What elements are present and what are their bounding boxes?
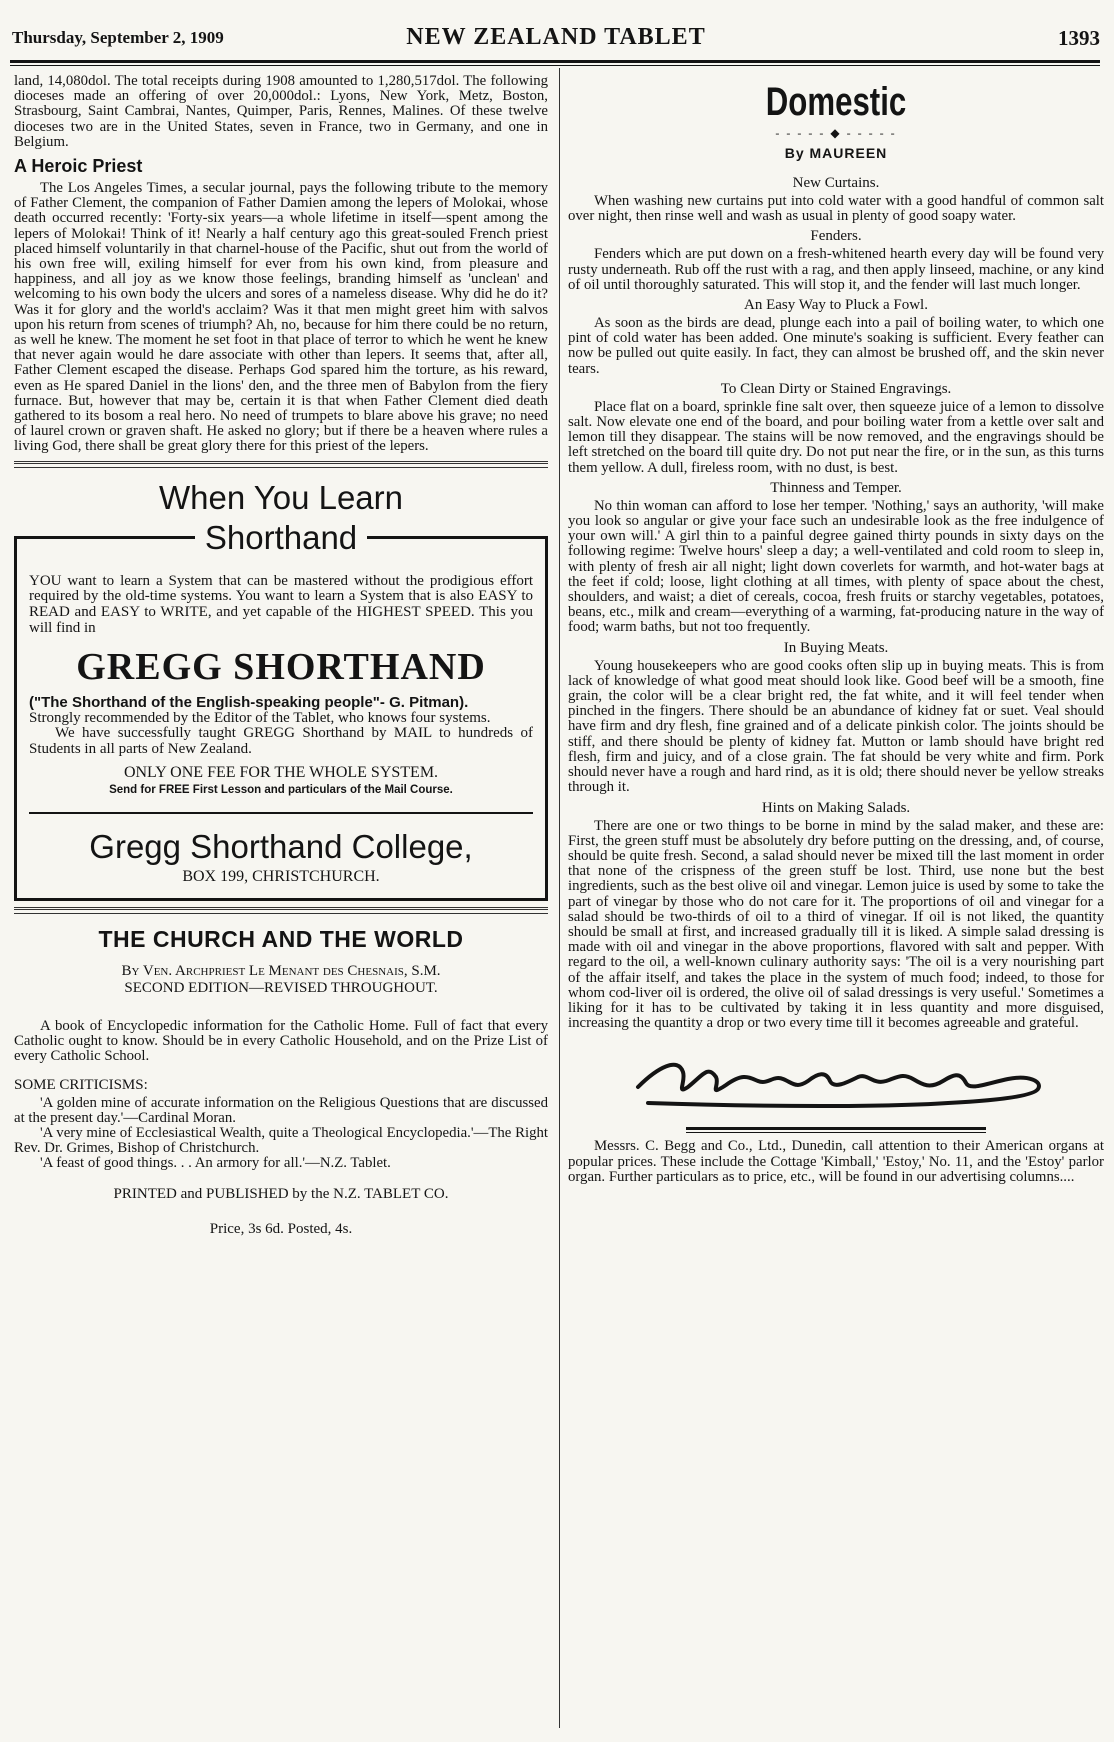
meats-heading: In Buying Meats. (783, 639, 889, 656)
domestic-title: Domestic (765, 80, 907, 124)
criticism-1: 'A golden mine of accurate information on the Religious Questions that are discussed at the present day.'—Cardinal Moran. (14, 1094, 548, 1126)
ad-recommend: Strongly recommended by the Editor of the Tablet, who knows four systems. (29, 709, 491, 726)
church-world-author: By Ven. Archpriest Le Menant des Chesnais, S.M. (121, 963, 441, 980)
church-world-description: A book of Encyclopedic information for the Catholic Home. Full of fact that every Catholic ought to know. Should be in every Catholic Household, and on the Prize List of every Catholic School. (14, 1018, 548, 1065)
header-date: Thursday, September 2, 1909 (12, 28, 224, 47)
heroic-priest-heading: A Heroic Priest (14, 156, 143, 177)
ad-box (14, 536, 548, 901)
section-rule (14, 461, 548, 468)
ad-send: Send for FREE First Lesson and particulars of the Mail Course. (109, 784, 453, 797)
signature-stroke (638, 1065, 1039, 1106)
right-column (568, 74, 1104, 1185)
section-rule-2 (14, 907, 548, 914)
ad-headline-2: Shorthand (204, 518, 358, 556)
ornament-divider-icon: - - - - - ◆ - - - - - (775, 126, 897, 140)
criticisms-heading: SOME CRITICISMS: (14, 1076, 148, 1093)
intro-paragraph: land, 14,080dol. The total receipts during 1908 amounted to 1,280,517dol. The following dioceses made an offering of over 20,000dol.: Lyons, New York, Metz, Boston, Strasbourg, Saint Cambrai, Nantes, Quimper, Paris, Rennes, Malines. Of these twelve dioceses two are in the United States, seven in France, two in Germany, and one in Belgium. (14, 73, 548, 150)
ad-quote: ("The Shorthand of the English-speaking people"- G. Pitman). (29, 693, 469, 711)
ad-fee: ONLY ONE FEE FOR THE WHOLE SYSTEM. (123, 764, 439, 782)
thinness-text: No thin woman can afford to lose her temper. 'Nothing,' says an authority, 'will make you look so angular or give your face such an undesirable look as the free indulgence of your own will.' A girl thin to a painful degree gained thirty pounds in sixty days on the following regime: Twelve hours' sleep a day; a well-ventilated and cold room to sleep in, with plenty of fresh air all night; light down coverlets for warmth, and hot-water bags at the feet if cold; loose, light clothing at all times, with plenty of space about the chest, shoulders, and waist; a diet of cereals, cocoa, fresh fruits or starchy vegetables, potatoes, beans, etc., milk and cream—everything of a warming, fat-producing nature in the way of food; warm baths, but not too frequently. (568, 497, 1104, 636)
domestic-byline: By MAUREEN (784, 145, 888, 161)
fowl-heading: An Easy Way to Pluck a Fowl. (744, 297, 928, 314)
book-price: Price, 3s 6d. Posted, 4s. (209, 1220, 353, 1237)
header-page-number: 1393 (1058, 26, 1100, 50)
meats-text: Young housekeepers who are good cooks often slip up in buying meats. This is from lack of knowledge of what good meat should look like. Good beef will be a smooth, fine grain, the color will be a clear bright red, the fat white, and it will feel tender when pinched in the fingers. There should be an abundance of kidney fat or suet. Veal should have firm and dry flesh, fine grained and of a delicate pinkish color. The joints should be stiff, and there should be plenty of kidney fat. Mutton or lamb should have bright red flesh, firm and juicy, and of a close grain. The fat should be very white and firm. Pork should never have a rough and hard rind, as it is old; there should never be yellow streaks through it. (568, 657, 1104, 796)
ad-body: YOU want to learn a System that can be mastered without the prodigious effort required by the old-time systems. You want to learn a System that is also EASY to READ and EASY to WRITE, and yet capable of the HIGHEST SPEED. This you will find in (29, 572, 533, 637)
fowl-text: As soon as the birds are dead, plunge each into a pail of boiling water, to which one pint of cold water has been added. One minute's soaking is sufficient. Every feather can now be pulled out quite easily. In fact, they can almost be brushed off, and the skin never tears. (568, 315, 1104, 377)
maureen-signature (568, 1037, 1104, 1117)
left-column (14, 74, 548, 1238)
page-header (12, 24, 1100, 54)
church-world-title: THE CHURCH AND THE WORLD (98, 926, 464, 953)
fenders-heading: Fenders. (810, 228, 862, 245)
criticism-2: 'A very mine of Ecclesiastical Wealth, quite a Theological Encyclopedia.'—The Right Rev. Dr. Grimes, Bishop of Christchurch. (14, 1125, 548, 1157)
salads-heading: Hints on Making Salads. (761, 799, 911, 816)
curtains-heading: New Curtains. (792, 175, 880, 191)
engravings-text: Place flat on a board, sprinkle fine salt over, then squeeze juice of a lemon to dissolve salt. Now elevate one end of the board, and pour boiling water from a kettle over salt and lemon till they disappear. The stains will be now removed, and the engravings should be left stretched on the board till quite dry. Do not put near the fire, or in the sun, as this turns them yellow. A dull, fireless room, with no dust, is best. (568, 398, 1104, 476)
church-world-edition: SECOND EDITION—REVISED THROUGHOUT. (124, 980, 438, 997)
ad-address: BOX 199, CHRISTCHURCH. (182, 868, 380, 886)
salads-text: There are one or two things to be borne in mind by the salad maker, and these are: First, the green stuff must be absolutely dry before putting on the dressing, and, of course, should be quite fresh. Second, a salad should never be mixed till the last moment in order that none of the crispness of the green stuff be lost. Third, use none but the best ingredients, such as the best olive oil and vinegar. Lemon juice is used by some to take the part of vinegar by those who do not care for it. The proportions of oil and vinegar for a salad should be two-thirds of oil to a third of vinegar. If oil is not liked, the quantity should be small at first, and increased gradually till it is liked. A simple salad dressing is made with oil and vinegar in the above proportions, flavored with salt and pepper. With regard to the oil, a well-known culinary authority says: 'The oil is a very nourishing part of the affair itself, and takes the place in the system of much food; indeed, to those for whom cod-liver oil is ordered, the olive oil of salad dressings is very useful.' Sometimes a liking for it has to be cultivated by taking it in less quantity and more disguised, increasing the quantity a drop or two every time till it becomes agreeable and grateful. (568, 817, 1104, 1032)
criticism-3: 'A feast of good things. . . An armory for all.'—N.Z. Tablet. (40, 1155, 391, 1172)
fenders-text: Fenders which are put down on a fresh-whitened hearth every day will be found very rusty underneath. Rub off the rust with a rag, and then apply linseed, machine, or any kind of oil until thoroughly saturated. This will stop it, and the fender will last much longer. (568, 246, 1104, 293)
signature-graphic (568, 1037, 1104, 1117)
signature-rule (686, 1127, 986, 1133)
ad-headline-1: When You Learn (158, 478, 404, 516)
ad-college-name: Gregg Shorthand College, (29, 812, 533, 866)
engravings-heading: To Clean Dirty or Stained Engravings. (720, 380, 952, 397)
ad-product-name: GREGG SHORTHAND (76, 645, 486, 688)
header-rule (10, 60, 1100, 66)
shorthand-advertisement (14, 478, 548, 901)
ad-taught: We have successfully taught GREGG Shorthand by MAIL to hundreds of Students in all parts of New Zealand. (29, 725, 533, 758)
begg-notice: Messrs. C. Begg and Co., Ltd., Dunedin, call attention to their American organs at popular prices. These include the Cottage 'Kimball,' 'Estoy,' No. 11, and the 'Estoy' parlor organ. Further particulars as to price, etc., will be found in our advertising columns.... (568, 1138, 1104, 1185)
ad-bar-right (367, 536, 548, 539)
heroic-priest-paragraph: The Los Angeles Times, a secular journal, pays the following tribute to the memory of Father Clement, the companion of Father Damien among the lepers of Molokai, whose death occurred recently: 'Forty-six years—a whole lifetime in itself—spent among the lepers of Molokai! Think of it! Nearly a half century ago this great-souled French priest placed himself voluntarily in that charnel-house of the Pacific, shut out from the world of his own free will, exiling himself for ever from his own kind, from pleasure and happiness, and all joy as we know those feelings, branding himself as 'unclean' and welcoming to his own body the ulcers and sores of a nameless disease. Why did he do it? Was it for glory and the world's acclaim? Was it that men might greet him with salvos upon his return from scenes of triumph? Ah, no, because for him there could be no return, as well he knew. The moment he set foot in that place of terror to which he went he knew that never again would he dare associate with other than lepers. It seems that, after all, Father Clement escaped the disease. Perhaps God spared him the torture, as his reward, even as He spared Daniel in the lions' den, and the three men of Babylon from the fiery furnace. But, however that may be, certain it is that when Father Clement died death gathered to its bosom a real hero. No need of trumpets to blare above his grave; no need of laurel crown or graven shaft. He asked no glory; but if there be a heaven where rules a living God, there shall be great glory there for this priest of the lepers. (14, 180, 548, 455)
printed-by: PRINTED and PUBLISHED by the N.Z. TABLET CO. (113, 1185, 449, 1202)
curtains-text: When washing new curtains put into cold water with a good handful of common salt over night, then rinse well and wash as usual in plenty of good soapy water. (568, 193, 1104, 225)
header-title: NEW ZEALAND TABLET (406, 24, 706, 50)
ad-bar-left (14, 536, 195, 539)
thinness-heading: Thinness and Temper. (770, 479, 902, 496)
column-divider (559, 68, 560, 1728)
